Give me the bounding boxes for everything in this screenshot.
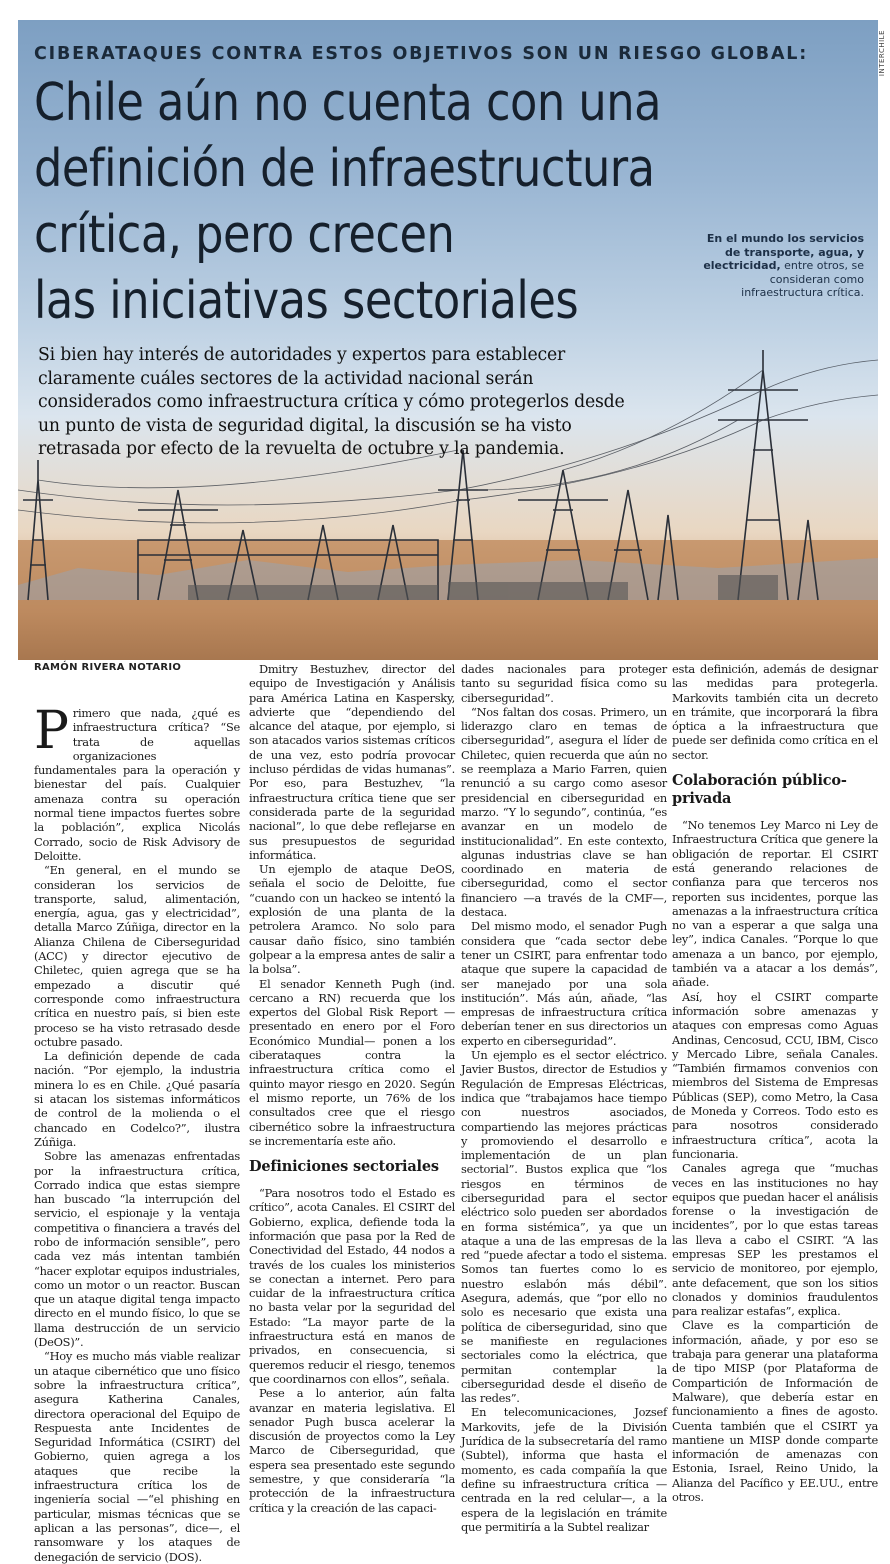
drop-cap: P: [34, 701, 69, 761]
headline: [34, 70, 794, 334]
headline-line-3: crítica, pero crecen: [34, 205, 455, 265]
lede: Si bien hay interés de autoridades y expertos para establecer claramente cuáles sectores de la actividad nacional serán considerados como infraestructura crítica y cómo protegerlos desde un punto de vista de seguridad digital, la discusión se ha visto retrasada por efecto de la revuelta de octubre y la pandemia.: [38, 345, 625, 459]
headline-line-2: definición de infraestructura: [34, 139, 655, 199]
paragraph: “En general, en el mundo se consideran los servicios de transporte, salud, alimentación, energía, agua, gas y electricidad”, detalla Marco Zúñiga, director en la Alianza Chilena de Ciberseguridad (ACC) y director ejecutivo de Chiletec, quien agrega que se ha empezado a discutir qué corresponde como infraestructura crítica en nuestro país, si bien este proceso se ha visto retrasado desde octubre pasado.: [34, 863, 240, 1049]
paragraph: Así, hoy el CSIRT comparte información sobre amenazas y ataques con empresas como Aguas Andinas, Cencosud, CCU, IBM, Cisco y Mercado Libre, señala Canales. “También firmamos convenios con miembros del Sistema de Empresas Públicas (SEP), como Metro, la Casa de Moneda y Correos. Todo esto es para nosotros considerado infraestructura crítica”, acota la funcionaria.: [672, 989, 878, 1161]
paragraph: “Hoy es mucho más viable realizar un ataque cibernético que uno físico sobre la infraestructura crítica”, asegura Katherina Canales, directora operacional del Equipo de Respuesta ante Incidentes de Seguridad Informática (CSIRT) del Gobierno, quien agrega a los ataques que recibe la infraestructura crítica los de ingeniería social —“el phishing en particular, mismas técnicas que se aplican a las personas”, dice—, el ransomware y los ataques de denegación de servicio (DOS).: [34, 1349, 240, 1564]
photo-credit: INTERCHILE: [878, 30, 886, 77]
subhead-colaboracion: Colaboración público-privada: [672, 772, 847, 808]
paragraph: “Nos faltan dos cosas. Primero, un liderazgo claro en temas de ciberseguridad”, asegura el líder de Chiletec, quien recuerda que aún no se reemplaza a Mario Farren, quien renunció a su cargo como asesor presidencial en ciberseguridad en marzo. “Y lo segundo”, continúa, “es avanzar en un modelo de institucionalidad”. En este contexto, algunas industrias clave se han coordinado en materia de ciberseguridad, como el sector financiero —a través de la CMF—, destaca.: [461, 704, 667, 920]
paragraph: Canales agrega que “muchas veces en las instituciones no hay equipos que puedan hacer el análisis forense o la investigación de incidentes”, por lo que estas tareas las lleva a cabo el CSIRT. “A las empresas SEP les prestamos el servicio de monitoreo, por ejemplo, ante defacement, que son los sitios clonados y dominios fraudulentos para realizar estafas”, explica.: [672, 1161, 878, 1319]
subhead-definiciones: Definiciones sectoriales: [249, 1158, 439, 1176]
paragraph: Un ejemplo de ataque DeOS, señala el socio de Deloitte, fue “cuando con un hackeo se intentó la explosión de una planta de la petrolera Aramco. No solo para causar daño físico, sino también golpear a la empresa antes de salir a la bolsa”.: [249, 862, 455, 977]
paragraph: Clave es la compartición de información, añade, y por eso se trabaja para generar una plataforma de tipo MISP (por Plataforma de Compartición de Información de Malware), que debería estar en funcionamiento a fines de agosto. Cuenta también que el CSIRT ya mantiene un MISP donde comparte información de amenazas con Estonia, Israel, Reino Unido, la Alianza del Pacífico y EE.UU., entre otros.: [672, 1318, 878, 1505]
column-1: [34, 701, 240, 1564]
column-4: [672, 662, 878, 1504]
paragraph: “Para nosotros todo el Estado es crítico”, acota Canales. El CSIRT del Gobierno, explica, defiende toda la información que pasa por la Red de Conectividad del Estado, 44 nodos a través de los cuales los ministerios se conectan a internet. Pero para cuidar de la infraestructura crítica no basta velar por la seguridad del Estado: “La mayor parte de la infraestructura está en manos de privados, en consecuencia, si queremos reducir el riesgo, tenemos que coordinarnos con ellos”, señala.: [249, 1186, 455, 1386]
column-2: [249, 662, 455, 1515]
paragraph: El senador Kenneth Pugh (ind. cercano a RN) recuerda que los expertos del Global Risk Report —presentado en enero por el Foro Económico Mundial— ponen a los ciberataques contra la infraestructura crítica como el quinto mayor riesgo en 2020. Según el mismo reporte, un 76% de los consultados cree que el riesgo cibernético sobre la infraestructura se incrementaría este año.: [249, 976, 455, 1148]
paragraph: Pese a lo anterior, aún falta avanzar en materia legislativa. El senador Pugh busca acelerar la discusión de proyectos como la Ley Marco de Ciberseguridad, que espera sea presentado este segundo semestre, y que consideraría “la protección de la infraestructura crítica y la creación de las capaci-: [249, 1386, 455, 1515]
photo-caption: [699, 232, 864, 300]
paragraph: Dmitry Bestuzhev, director del equipo de Investigación y Análisis para América Latina en Kaspersky, advierte que “dependiendo del alcance del ataque, por ejemplo, si son atacados varios sistemas críticos de una vez, esto podría provocar incluso pérdidas de vidas humanas”. Por eso, para Bestuzhev, “la infraestructura crítica tiene que ser considerada parte de la seguridad nacional”, lo que debe reflejarse en sus presupuestos de seguridad informática.: [249, 662, 455, 862]
paragraph: esta definición, además de designar las medidas para protegerla. Markovits también cita un decreto en trámite, que incorporará la fibra óptica a la infraestructura que puede ser definida como crítica en el sector.: [672, 662, 878, 762]
paragraph: La definición depende de cada nación. “Por ejemplo, la industria minera lo es en Chile. ¿Qué pasaría si atacan los sistemas informáticos de control de la molienda o el chancado en Codelco?”, ilustra Zúñiga.: [34, 1049, 240, 1149]
headline-line-1: Chile aún no cuenta con una: [34, 73, 661, 133]
paragraph: Del mismo modo, el senador Pugh considera que “cada sector debe tener un CSIRT, para enfrentar todo ataque que supere la capacidad de ser manejado por una sola institución”. Más aún, añade, “las empresas de infraestructura crítica deberían tener en sus directorios un experto en ciberseguridad”.: [461, 919, 667, 1048]
paragraph: Sobre las amenazas enfrentadas por la infraestructura crítica, Corrado indica que estas siempre han buscado “la interrupción del servicio, el espionaje y la ventaja competitiva o financiera a través del robo de información sensible”, pero cada vez más intentan también “hacer explotar equipos industriales, como un motor o un reactor. Buscan que un ataque digital tenga impacto directo en el mundo físico, lo que se llama destrucción de un servicio (DeOS)”.: [34, 1149, 240, 1350]
paragraph: “No tenemos Ley Marco ni Ley de Infraestructura Crítica que genere la obligación de reportar. El CSIRT está generando relaciones de confianza para que terceros nos reporten sus incidentes, porque las amenazas a la infraestructura crítica no van a esperar a que salga una ley”, indica Canales. “Porque lo que amenaza a un banco, por ejemplo, también va a atacar a los demás”, añade.: [672, 818, 878, 990]
caption-rest: entre otros, se consideran como infraestructura crítica.: [741, 259, 864, 299]
paragraph: En telecomunicaciones, Jozsef Markovits, jefe de la División Jurídica de la subsecretaría del ramo (Subtel), informa que hasta el momento, es cada compañía la que define su infraestructura crítica —centrada en la red celular—, a la espera de la legislación en trámite que permitiría a la Subtel realizar: [461, 1405, 667, 1534]
paragraph: rimero que nada, ¿qué es infraestructura crítica? “Se trata de aquellas organizaciones fundamentales para la operación y bienestar del país. Cualquier amenaza contra su operación normal tiene impactos fuertes sobre la población”, explica Nicolás Corrado, socio de Risk Advisory de Deloitte.: [34, 706, 240, 863]
column-3: [461, 662, 667, 1534]
paragraph: Un ejemplo es el sector eléctrico. Javier Bustos, director de Estudios y Regulación de Empresas Eléctricas, indica que “trabajamos hace tiempo con nuestros asociados, compartiendo las mejores prácticas y promoviendo el desarrollo e implementación de un plan sectorial”. Bustos explica que “los riesgos en términos de ciberseguridad para el sector eléctrico solo pueden ser abordados en forma sistémica”, ya que un ataque a una de las empresas de la red “puede afectar a todo el sistema. Somos tan fuertes como lo es nuestro eslabón más débil”. Asegura, además, que “por ello no solo es necesario que exista una política de ciberseguridad, sino que se manifieste en regulaciones sectoriales como la eléctrica, que permitan contemplar la ciberseguridad desde el diseño de las redes”.: [461, 1048, 667, 1406]
kicker: CIBERATAQUES CONTRA ESTOS OBJETIVOS SON UN RIESGO GLOBAL:: [34, 44, 809, 64]
byline: RAMÓN RIVERA NOTARIO: [34, 662, 182, 673]
caption-bold: En el mundo los servicios de transporte, agua, y electricidad,: [703, 232, 864, 272]
headline-line-4: las iniciativas sectoriales: [34, 271, 579, 331]
paragraph: dades nacionales para proteger tanto su seguridad física como su ciberseguridad”.: [461, 662, 667, 705]
